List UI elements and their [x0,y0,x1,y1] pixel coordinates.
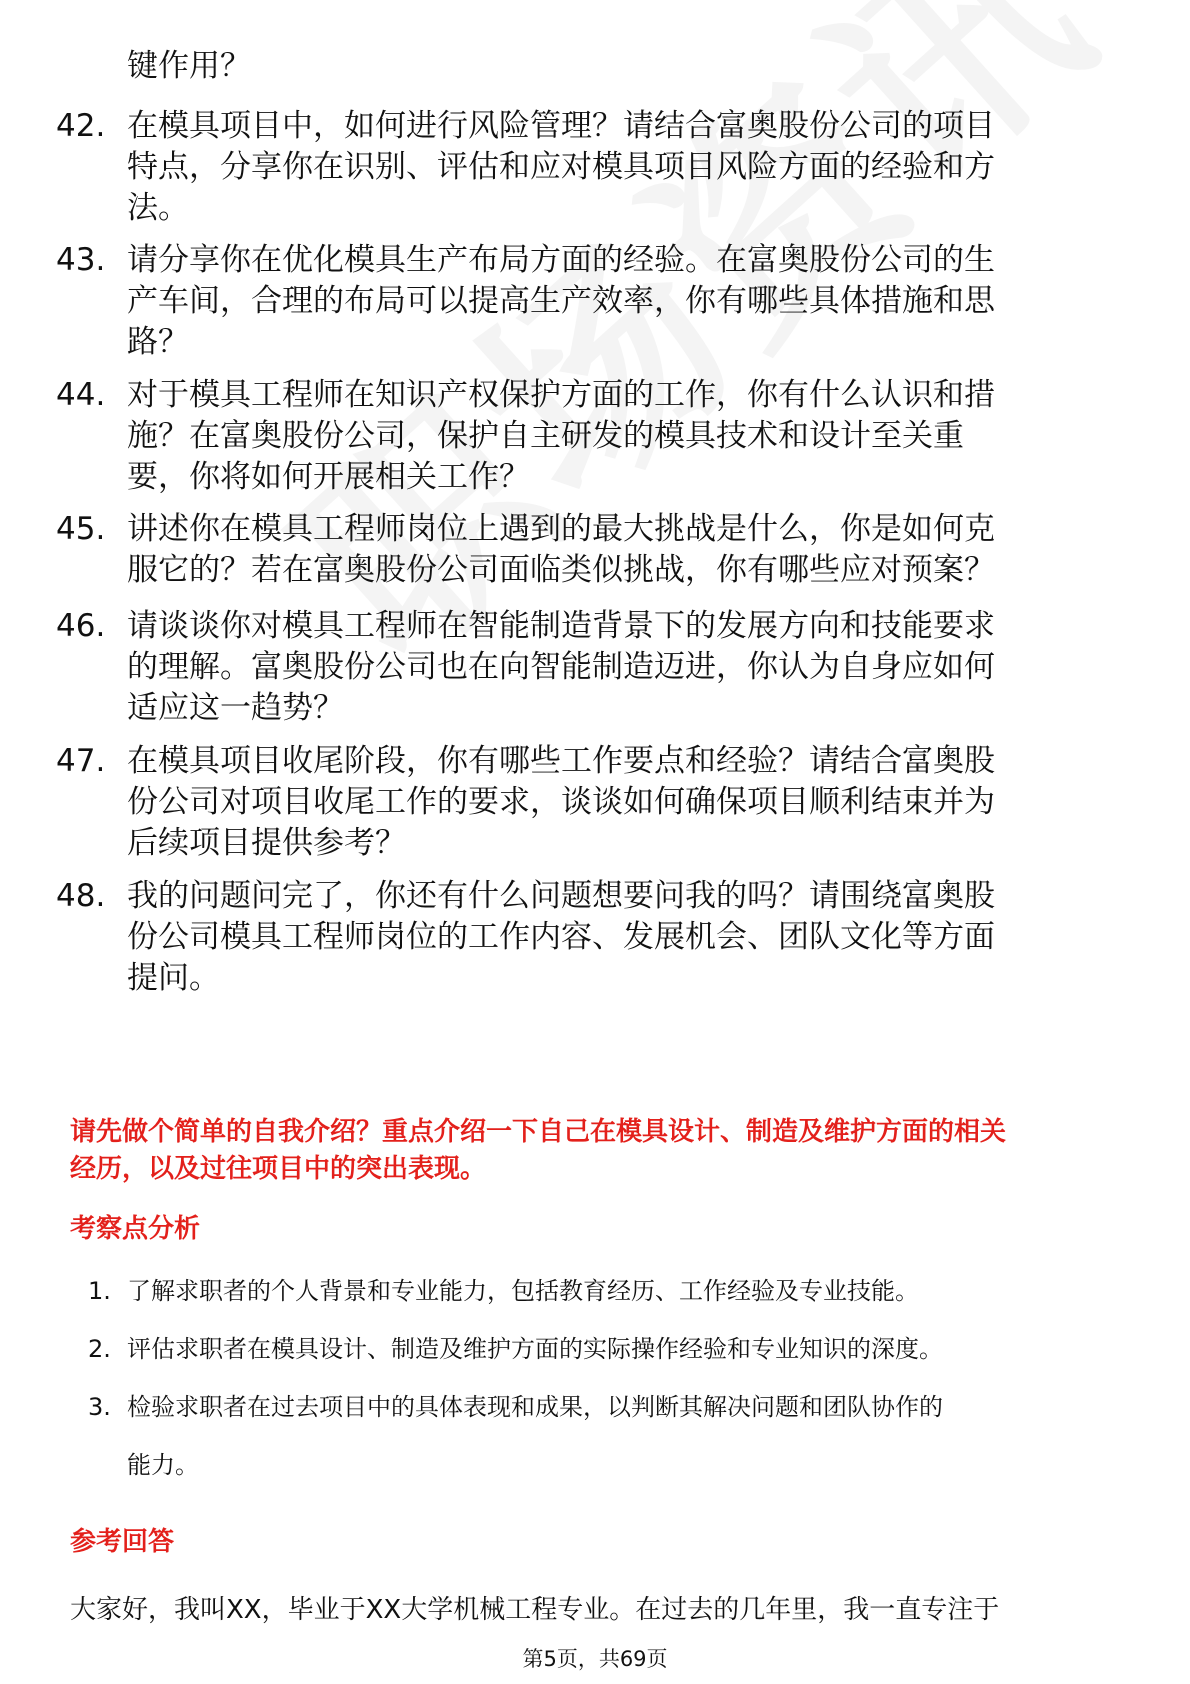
previous-question-tail: 键作用？ [127,48,251,84]
page-footer: 第5页，共69页 [522,1647,668,1671]
point-text: 检验求职者在过去项目中的具体表现和成果，以判断其解决问题和团队协作的 能力。 [127,1393,943,1479]
analysis-heading: 考察点分析 [70,1214,201,1244]
question-text: 在模具项目收尾阶段，你有哪些工作要点和经验？请结合富奥股 份公司对项目收尾工作的要求，谈谈如何确保项目顺利结束并为 后续项目提供参考？ [127,743,995,861]
question-number: 44. [56,377,106,413]
question-number: 45. [56,511,106,547]
question-number: 48. [56,878,106,914]
point-number: 1. [88,1277,111,1305]
point-text: 了解求职者的个人背景和专业能力，包括教育经历、工作经验及专业技能。 [127,1277,919,1305]
point-number: 2. [88,1335,111,1363]
question-number: 47. [56,743,106,779]
point-number: 3. [88,1393,111,1421]
featured-question: 请先做个简单的自我介绍？重点介绍一下自己在模具设计、制造及维护方面的相关 经历，以及过往项目中的突出表现。 [70,1117,1007,1184]
question-text: 我的问题问完了，你还有什么问题想要问我的吗？请围绕富奥股 份公司模具工程师岗位的工作内容、发展机会、团队文化等方面 提问。 [127,878,995,996]
question-text: 请谈谈你对模具工程师在智能制造背景下的发展方向和技能要求 的理解。富奥股份公司也在向智能制造迈进，你认为自身应如何 适应这一趋势？ [127,608,995,726]
question-text: 在模具项目中，如何进行风险管理？请结合富奥股份公司的项目 特点，分享你在识别、评估和应对模具项目风险方面的经验和方 法。 [127,108,995,226]
reference-answer-text: 大家好，我叫XX，毕业于XX大学机械工程专业。在过去的几年里，我一直专注于 [70,1595,1000,1625]
question-text: 对于模具工程师在知识产权保护方面的工作，你有什么认识和措 施？在富奥股份公司，保护自主研发的模具技术和设计至关重 要，你将如何开展相关工作？ [127,377,995,495]
question-text: 讲述你在模具工程师岗位上遇到的最大挑战是什么，你是如何克 服它的？若在富奥股份公司面临类似挑战，你有哪些应对预案？ [127,511,995,588]
question-number: 42. [56,108,106,144]
question-text: 请分享你在优化模具生产布局方面的经验。在富奥股份公司的生 产车间，合理的布局可以提高生产效率，你有哪些具体措施和思 路？ [127,242,995,360]
question-number: 43. [56,242,106,278]
point-text: 评估求职者在模具设计、制造及维护方面的实际操作经验和专业知识的深度。 [127,1335,943,1363]
reference-answer-heading: 参考回答 [70,1527,175,1557]
question-number: 46. [56,608,106,644]
